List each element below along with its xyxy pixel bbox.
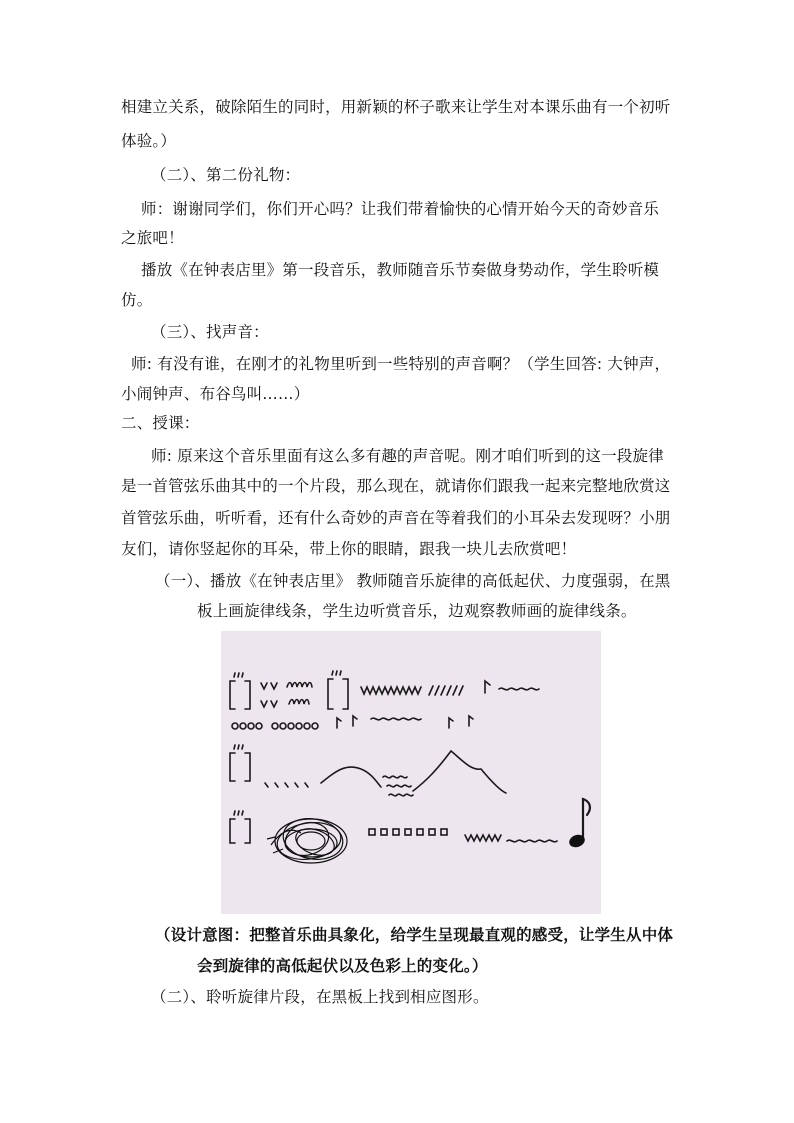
section-heading-teaching: 二、授课： bbox=[121, 414, 200, 432]
line-16: （一）、播放《在钟表店里》 教师随音乐旋律的高低起伏、力度强弱，在黑 bbox=[155, 572, 671, 590]
line-17: 板上画旋律线条，学生边听赏音乐，边观察教师画的旋律线条。 bbox=[197, 602, 637, 620]
line-5: 之旅吧！ bbox=[121, 229, 184, 247]
line-7: 仿。 bbox=[121, 291, 153, 309]
line-2: 体验。） bbox=[121, 132, 177, 150]
line-14: 首管弦乐曲，听听看，还有什么奇妙的声音在等着我们的小耳朵去发现呀？小朋 bbox=[121, 509, 671, 527]
line-13: 是一首管弦乐曲其中的一个片段，那么现在，就请你们跟我一起来完整地欣赏这 bbox=[121, 477, 671, 495]
melody-line-drawing bbox=[221, 631, 601, 914]
design-intent-line-1: （设计意图：把整首乐曲具象化，给学生呈现最直观的感受，让学生从中体 bbox=[155, 926, 674, 944]
line-6: 播放《在钟表店里》第一段音乐，教师随音乐节奏做身势动作，学生聆听模 bbox=[141, 261, 660, 279]
line-10: 小闹钟声、布谷鸟叫……） bbox=[121, 385, 310, 403]
line-9: 师: 有没有谁，在刚才的礼物里听到一些特别的声音啊？（学生回答: 大钟声， bbox=[131, 355, 671, 373]
blackboard-melody-photo bbox=[221, 631, 601, 914]
subheading-listen-fragment: （二）、聆听旋律片段，在黑板上找到相应图形。 bbox=[151, 988, 489, 1006]
line-15: 友们，请你竖起你的耳朵，带上你的眼睛，跟我一块儿去欣赏吧！ bbox=[121, 540, 577, 558]
line-12: 师: 原来这个音乐里面有这么多有趣的声音呢。刚才咱们听到的这一段旋律 bbox=[151, 447, 664, 465]
subheading-find-sounds: （三）、找声音： bbox=[151, 323, 269, 341]
line-4: 师：谢谢同学们，你们开心吗？让我们带着愉快的心情开始今天的奇妙音乐 bbox=[141, 200, 660, 218]
line-1: 相建立关系，破除陌生的同时，用新颖的杯子歌来让学生对本课乐曲有一个初听 bbox=[121, 98, 671, 116]
design-intent-line-2: 会到旋律的高低起伏以及色彩上的变化。） bbox=[197, 957, 488, 975]
subheading-second-gift: （二）、第二份礼物： bbox=[151, 166, 301, 184]
